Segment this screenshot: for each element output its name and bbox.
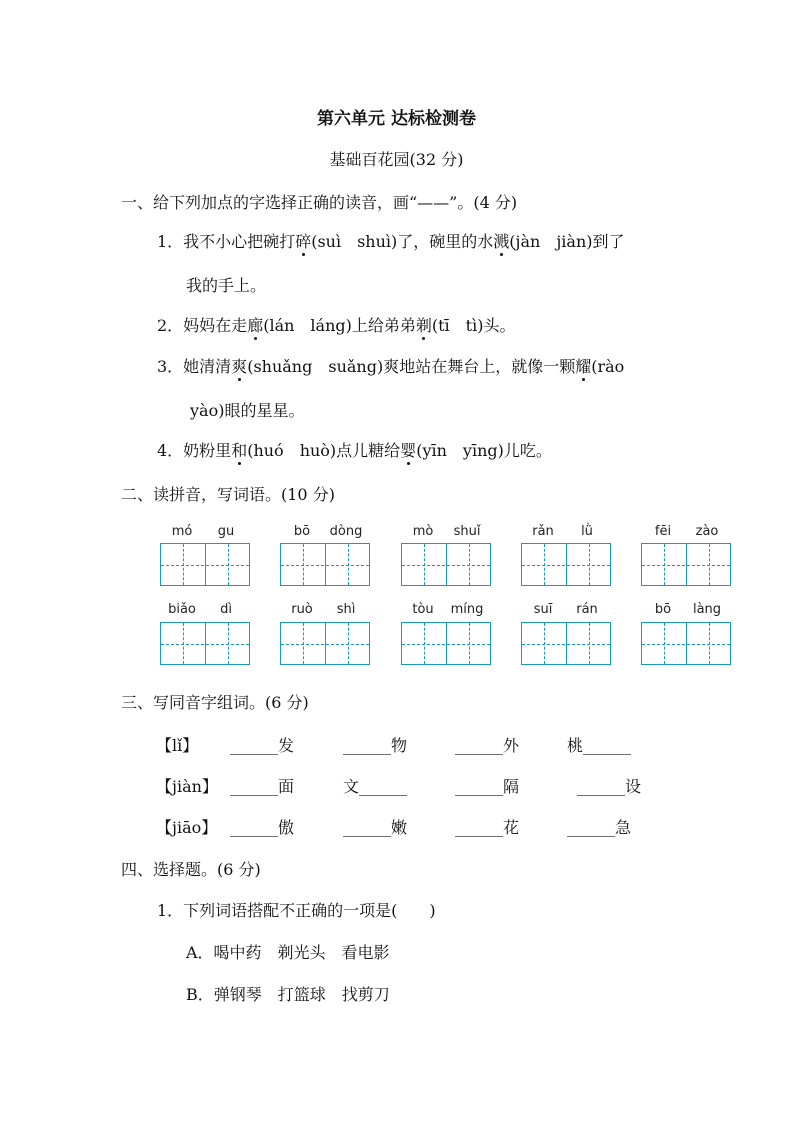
text: (yīn yīng)儿吃。 [416,441,552,460]
grid-guide-line [642,644,730,645]
answer-blank[interactable]: 桃______ [567,736,632,755]
answer-blank[interactable]: ______花 [455,818,520,837]
pinyin-syllable: biǎo [168,602,196,617]
pinyin-label: 【jiàn】 [156,777,218,796]
text: 2．妈妈在走 [157,316,248,335]
answer-blank[interactable]: ______设 [577,777,642,796]
text: (huó huò)点儿糖给 [247,441,401,460]
answer-blank[interactable]: ______嫩 [343,818,408,837]
answer-blank[interactable]: ______面 [230,777,295,796]
text: 3．她清清 [157,357,232,376]
dotted-char: 剃 [416,313,432,336]
section-subtitle: 基础百花园(32 分) [329,150,464,169]
question-3-line-2: yào)眼的星星。 [190,401,305,420]
dotted-char: 碎 [295,229,311,252]
pinyin-syllable: ruò [291,602,313,617]
answer-blank[interactable]: ______发 [230,736,295,755]
dotted-char: 和 [231,438,247,461]
grid-guide-line [522,565,610,566]
pinyin-syllable: fēi [654,524,672,539]
writing-grid[interactable] [521,543,611,586]
section-four-heading: 四、选择题。(6 分) [121,860,261,879]
text: (tī tì)头。 [431,316,516,335]
dotted-char: 耀 [575,354,591,377]
pinyin-syllable: tòu [412,602,434,617]
pinyin-syllable: mò [412,524,434,539]
pinyin-syllable: bō [293,524,311,539]
pinyin-syllable: gu [217,524,235,539]
text: (jàn jiàn)到了 [509,232,625,251]
question-1-line-1 [157,229,625,252]
answer-blank[interactable]: 文______ [343,777,408,796]
option-a[interactable]: A．喝中药 剃光头 看电影 [186,943,390,962]
dotted-char: 婴 [400,438,416,461]
text: (shuǎng suǎng)爽地站在舞台上，就像一颗 [247,357,576,376]
answer-blank[interactable]: ______物 [343,736,408,755]
pinyin-syllable: rǎn [532,524,554,539]
text: (suì shuì)了，碗里的水 [311,232,494,251]
page-title: 第六单元 达标检测卷 [317,109,476,129]
text: (lán láng)上给弟弟 [263,316,416,335]
pinyin-syllable: míng [450,602,484,617]
answer-blank[interactable]: ______急 [567,818,632,837]
grid-guide-line [522,644,610,645]
answer-blank[interactable]: ______外 [455,736,520,755]
pinyin-label: 【jiāo】 [156,818,218,837]
pinyin-label: 【lǐ】 [156,736,199,755]
section-one-heading: 一、给下列加点的字选择正确的读音，画“——”。(4 分) [121,193,518,212]
grid-guide-line [281,565,369,566]
writing-grid[interactable] [641,543,731,586]
writing-grid[interactable] [401,543,491,586]
pinyin-syllable: làng [692,602,722,617]
choice-question-1: 1．下列词语搭配不正确的一项是( ) [157,901,436,920]
option-b[interactable]: B．弹钢琴 打篮球 找剪刀 [186,985,390,1004]
grid-guide-line [402,644,490,645]
writing-grid[interactable] [280,543,370,586]
question-3-line-1 [157,354,624,377]
dotted-char: 廊 [247,313,263,336]
text: 4．奶粉里 [157,441,232,460]
pinyin-syllable: shuǐ [453,524,481,539]
text: (rào [591,357,625,376]
grid-guide-line [281,644,369,645]
writing-grid[interactable] [160,622,250,665]
question-1-line-2: 我的手上。 [186,276,267,295]
grid-guide-line [161,565,249,566]
dotted-char: 溅 [493,229,509,252]
pinyin-syllable: dòng [329,524,363,539]
writing-grid[interactable] [641,622,731,665]
pinyin-syllable: shì [336,602,356,617]
pinyin-syllable: suī [533,602,553,617]
grid-guide-line [402,565,490,566]
section-two-heading: 二、读拼音，写词语。(10 分) [121,485,335,504]
grid-guide-line [642,565,730,566]
writing-grid[interactable] [280,622,370,665]
writing-grid[interactable] [401,622,491,665]
pinyin-syllable: rán [576,602,598,617]
section-three-heading: 三、写同音字组词。(6 分) [121,693,309,712]
pinyin-syllable: mó [171,524,193,539]
writing-grid[interactable] [521,622,611,665]
text: 1．我不小心把碗打 [157,232,296,251]
pinyin-syllable: zào [695,524,719,539]
question-4 [157,438,552,461]
grid-guide-line [161,644,249,645]
pinyin-syllable: bō [654,602,672,617]
question-2 [157,313,515,336]
writing-grid[interactable] [160,543,250,586]
answer-blank[interactable]: ______傲 [230,818,295,837]
dotted-char: 爽 [231,354,247,377]
pinyin-syllable: lǜ [581,524,593,539]
answer-blank[interactable]: ______隔 [455,777,520,796]
pinyin-syllable: dì [220,602,232,617]
